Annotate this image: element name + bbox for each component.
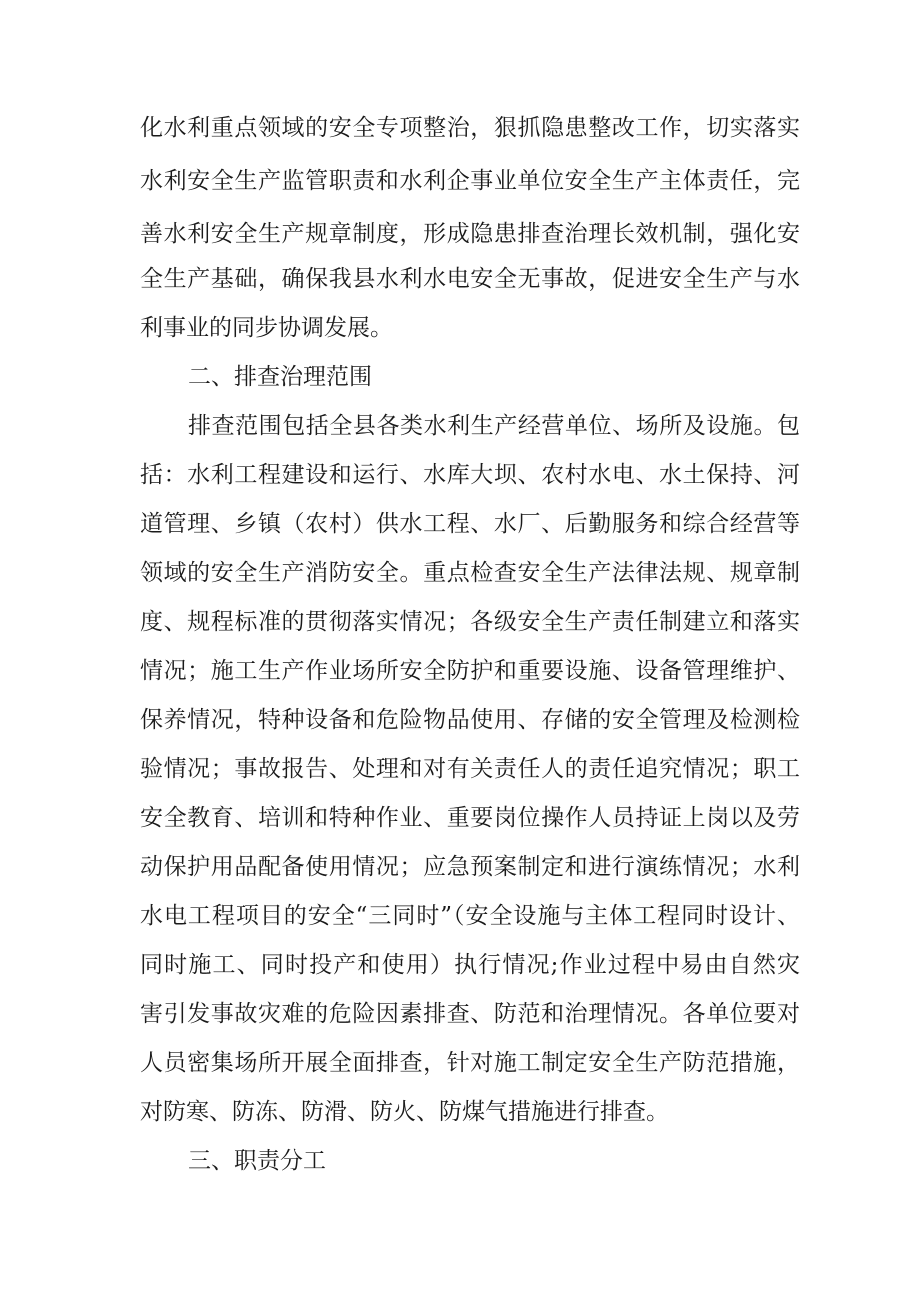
paragraph-line: 人员密集场所开展全面排查，针对施工制定安全生产防范措施， <box>140 1050 800 1076</box>
paragraph-line: 度、规程标准的贯彻落实情况；各级安全生产责任制建立和落实 <box>140 609 800 635</box>
paragraph-line: 道管理、乡镇（农村）供水工程、水厂、后勤服务和综合经营等 <box>140 511 800 537</box>
paragraph-line: 排查范围包括全县各类水利生产经营单位、场所及设施。包 <box>188 413 800 439</box>
section-heading-2: 二、排查治理范围 <box>188 364 372 390</box>
paragraph-line: 括：水利工程建设和运行、水库大坝、农村水电、水土保持、河 <box>140 462 800 488</box>
paragraph-line: 保养情况，特种设备和危险物品使用、存储的安全管理及检测检 <box>140 707 800 733</box>
paragraph-line: 害引发事故灾难的危险因素排查、防范和治理情况。各单位要对 <box>140 1001 800 1027</box>
paragraph-line: 情况；施工生产作业场所安全防护和重要设施、设备管理维护、 <box>140 658 800 684</box>
paragraph-line: 水利安全生产监管职责和水利企事业单位安全生产主体责任，完 <box>140 168 800 194</box>
paragraph-line: 安全教育、培训和特种作业、重要岗位操作人员持证上岗以及劳 <box>140 805 800 831</box>
paragraph-line: 化水利重点领域的安全专项整治，狠抓隐患整改工作，切实落实 <box>140 115 800 141</box>
paragraph-line: 领域的安全生产消防安全。重点检查安全生产法律法规、规章制 <box>140 560 800 586</box>
paragraph-line: 动保护用品配备使用情况；应急预案制定和进行演练情况；水利 <box>140 854 800 880</box>
paragraph-line: 全生产基础，确保我县水利水电安全无事故，促进安全生产与水 <box>140 266 800 292</box>
paragraph-line: 同时施工、同时投产和使用）执行情况;作业过程中易由自然灾 <box>140 952 800 978</box>
section-heading-3: 三、职责分工 <box>188 1148 326 1174</box>
paragraph-line: 善水利安全生产规章制度，形成隐患排查治理长效机制，强化安 <box>140 221 800 247</box>
paragraph-line: 对防寒、防冻、防滑、防火、防煤气措施进行排查。 <box>140 1099 669 1125</box>
paragraph-line: 水电工程项目的安全“三同时”（安全设施与主体工程同时设计、 <box>140 903 800 929</box>
paragraph-line: 验情况；事故报告、处理和对有关责任人的责任追究情况；职工 <box>140 756 800 782</box>
paragraph-line: 利事业的同步协调发展。 <box>140 315 393 341</box>
